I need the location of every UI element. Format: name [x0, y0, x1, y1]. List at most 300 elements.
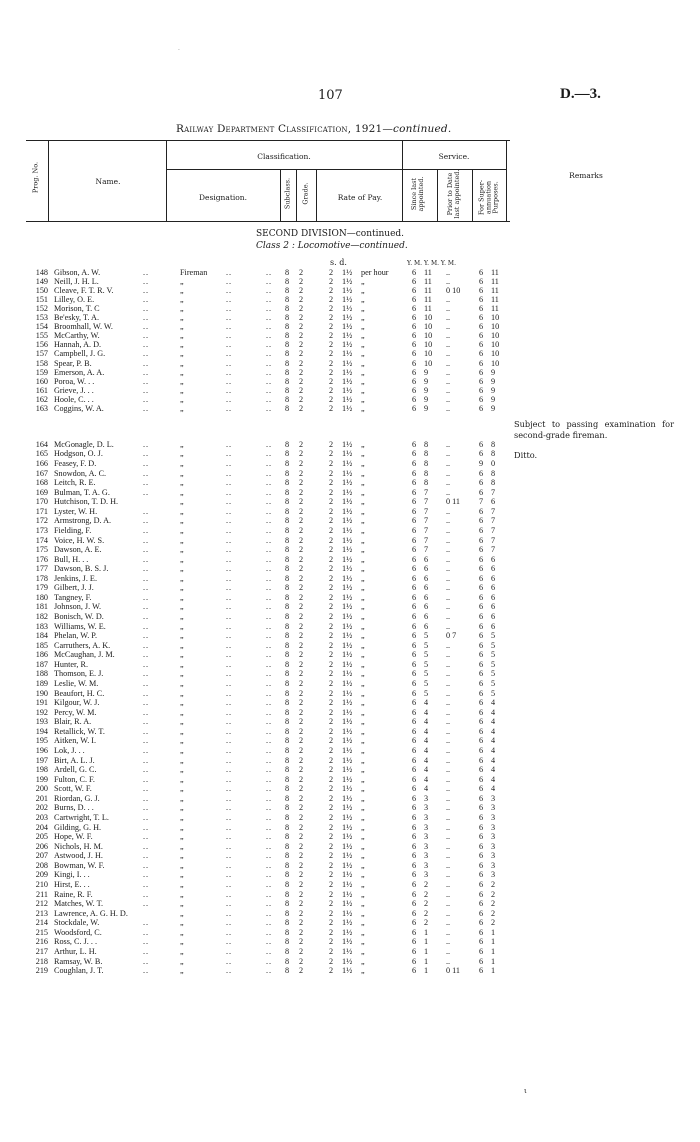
cell-fm: 5: [491, 631, 496, 641]
cell-no: 203: [35, 813, 48, 823]
cell-p: ..: [446, 322, 451, 332]
cell-fm: 4: [491, 774, 496, 784]
cell-p: ..: [446, 592, 451, 602]
cell-s: 2: [329, 394, 334, 404]
cell-fm: 3: [491, 860, 496, 870]
cell-s: 2: [329, 331, 334, 341]
cell-sub: 8: [285, 679, 290, 689]
cell-no: 209: [35, 870, 48, 880]
cell-p: ..: [446, 403, 451, 413]
cell-dots: ..: [143, 889, 150, 899]
cell-d: 1½: [342, 304, 353, 314]
cell-d: 1½: [342, 506, 353, 516]
cell-fy: 6: [479, 889, 484, 899]
leader-dots: ..: [226, 295, 233, 305]
cell-des: „: [180, 478, 184, 488]
cell-sy: 6: [412, 468, 417, 478]
cell-no: 171: [35, 506, 48, 516]
cell-des: „: [180, 927, 184, 937]
cell-dots: ..: [143, 268, 150, 277]
leader-dots: ..: [226, 746, 233, 756]
leader-dots: ..: [266, 726, 273, 736]
cell-no: 169: [35, 487, 48, 497]
cell-name: Spear, P. B.: [54, 358, 92, 368]
cell-name: Lok, J. . .: [54, 746, 85, 756]
cell-dots: ..: [143, 331, 150, 341]
cell-name: Feasey, F. D.: [54, 458, 97, 468]
table-row: [0, 440, 700, 450]
cell-des: „: [180, 659, 184, 669]
cell-s: 2: [329, 832, 334, 842]
cell-d: 1½: [342, 793, 353, 803]
cell-d: 1½: [342, 313, 353, 323]
cell-per: „: [361, 650, 365, 660]
cell-d: 1½: [342, 908, 353, 918]
leader-dots: ..: [226, 774, 233, 784]
cell-name: Leitch, R. E.: [54, 478, 96, 488]
cell-sm: 3: [424, 841, 429, 851]
cell-sy: 6: [412, 478, 417, 488]
cell-s: 2: [329, 899, 334, 909]
cell-per: „: [361, 937, 365, 947]
cell-p: ..: [446, 832, 451, 842]
cell-name: Bulman, T. A. G.: [54, 487, 110, 497]
cell-sm: 7: [424, 545, 429, 555]
cell-per: „: [361, 813, 365, 823]
cell-gr: 2: [299, 832, 304, 842]
cell-gr: 2: [299, 698, 304, 708]
cell-fy: 6: [479, 358, 484, 368]
leader-dots: ..: [266, 851, 273, 861]
leader-dots: ..: [226, 525, 233, 535]
cell-sub: 8: [285, 698, 290, 708]
cell-d: 1½: [342, 937, 353, 947]
cell-des: „: [180, 516, 184, 526]
cell-s: 2: [329, 765, 334, 775]
cell-name: Birt, A. L. J.: [54, 755, 95, 765]
leader-dots: ..: [266, 813, 273, 823]
cell-sm: 5: [424, 650, 429, 660]
cell-p: 0 10: [446, 286, 461, 296]
cell-d: 1½: [342, 669, 353, 679]
cell-sub: 8: [285, 385, 290, 395]
cell-fm: 11: [491, 268, 499, 277]
cell-sy: 6: [412, 583, 417, 593]
cell-s: 2: [329, 592, 334, 602]
cell-sm: 1: [424, 956, 429, 966]
cell-per: „: [361, 832, 365, 842]
cell-sm: 7: [424, 487, 429, 497]
cell-no: 195: [35, 736, 48, 746]
cell-name: Lilley, O. E.: [54, 295, 95, 305]
cell-sm: 4: [424, 736, 429, 746]
cell-des: „: [180, 376, 184, 386]
table-row: [0, 583, 700, 593]
cell-sm: 9: [424, 394, 429, 404]
cell-no: 205: [35, 832, 48, 842]
cell-name: Hunter, R.: [54, 659, 89, 669]
cell-fy: 6: [479, 793, 484, 803]
cell-sy: 6: [412, 376, 417, 386]
cell-s: 2: [329, 774, 334, 784]
specks: ·: [178, 47, 180, 54]
cell-fm: 2: [491, 889, 496, 899]
cell-dots: ..: [143, 277, 150, 287]
leader-dots: ..: [226, 918, 233, 928]
cell-p: ..: [446, 650, 451, 660]
cell-name: Bonisch, W. D.: [54, 612, 104, 622]
cell-sub: 8: [285, 736, 290, 746]
cell-d: 1½: [342, 966, 353, 976]
cell-sm: 3: [424, 822, 429, 832]
cell-d: 1½: [342, 736, 353, 746]
cell-no: 158: [35, 358, 48, 368]
cell-sy: 6: [412, 621, 417, 631]
cell-des: „: [180, 525, 184, 535]
cell-dots: ..: [143, 726, 150, 736]
cell-sy: 6: [412, 726, 417, 736]
cell-gr: 2: [299, 286, 304, 296]
cell-fy: 6: [479, 947, 484, 956]
cell-gr: 2: [299, 612, 304, 622]
leader-dots: ..: [266, 322, 273, 332]
cell-sy: 6: [412, 525, 417, 535]
cell-dots: ..: [143, 650, 150, 660]
cell-des: „: [180, 313, 184, 323]
cell-no: 219: [35, 966, 48, 976]
cell-dots: ..: [143, 813, 150, 823]
cell-sy: 6: [412, 358, 417, 368]
cell-p: ..: [446, 340, 451, 350]
cell-p: ..: [446, 468, 451, 478]
cell-d: 1½: [342, 880, 353, 890]
cell-s: 2: [329, 726, 334, 736]
cell-fm: 6: [491, 564, 496, 574]
rule-v7: [437, 169, 438, 221]
cell-sub: 8: [285, 947, 290, 956]
cell-des: „: [180, 669, 184, 679]
cell-p: ..: [446, 394, 451, 404]
cell-fy: 7: [479, 497, 484, 507]
cell-no: 160: [35, 376, 48, 386]
rule-v5: [316, 169, 317, 221]
table-row: [0, 449, 700, 459]
cell-sub: 8: [285, 937, 290, 947]
leader-dots: ..: [226, 669, 233, 679]
cell-name: Grieve, J. . .: [54, 385, 94, 395]
cell-sy: 6: [412, 927, 417, 937]
cell-des: „: [180, 841, 184, 851]
cell-name: McGonagle, D. L.: [54, 439, 114, 449]
cell-fy: 6: [479, 726, 484, 736]
cell-dots: ..: [143, 612, 150, 622]
cell-s: 2: [329, 367, 334, 377]
cell-fm: 7: [491, 487, 496, 497]
cell-s: 2: [329, 277, 334, 287]
cell-des: „: [180, 947, 184, 956]
cell-sy: 6: [412, 765, 417, 775]
cell-s: 2: [329, 822, 334, 832]
cell-sub: 8: [285, 688, 290, 698]
cell-p: ..: [446, 937, 451, 947]
cell-sub: 8: [285, 612, 290, 622]
cell-d: 1½: [342, 385, 353, 395]
cell-per: „: [361, 583, 365, 593]
cell-des: „: [180, 832, 184, 842]
cell-d: 1½: [342, 592, 353, 602]
cell-sy: 6: [412, 966, 417, 976]
cell-d: 1½: [342, 349, 353, 359]
cell-name: Ardell, G. C.: [54, 765, 97, 775]
cell-fm: 9: [491, 394, 496, 404]
rule-v9: [506, 140, 507, 221]
cell-sub: 8: [285, 349, 290, 359]
leader-dots: ..: [266, 376, 273, 386]
cell-s: 2: [329, 554, 334, 564]
leader-dots: ..: [226, 583, 233, 593]
cell-fy: 6: [479, 506, 484, 516]
cell-sy: 6: [412, 602, 417, 612]
cell-sm: 4: [424, 717, 429, 727]
leader-dots: ..: [266, 870, 273, 880]
cell-sub: 8: [285, 774, 290, 784]
cell-sub: 8: [285, 322, 290, 332]
cell-no: 173: [35, 525, 48, 535]
cell-fy: 6: [479, 851, 484, 861]
cell-sy: 6: [412, 669, 417, 679]
leader-dots: ..: [226, 331, 233, 341]
cell-sm: 2: [424, 918, 429, 928]
cell-sy: 6: [412, 349, 417, 359]
table-row: [0, 469, 700, 479]
cell-fy: 6: [479, 755, 484, 765]
cell-fm: 6: [491, 583, 496, 593]
cell-sm: 10: [424, 322, 433, 332]
cell-fm: 1: [491, 966, 496, 976]
cell-per: „: [361, 755, 365, 765]
cell-sub: 8: [285, 583, 290, 593]
cell-p: ..: [446, 889, 451, 899]
cell-sy: 6: [412, 870, 417, 880]
cell-s: 2: [329, 947, 334, 956]
cell-s: 2: [329, 803, 334, 813]
cell-fy: 6: [479, 640, 484, 650]
cell-fy: 6: [479, 487, 484, 497]
cell-d: 1½: [342, 822, 353, 832]
cell-dots: ..: [143, 525, 150, 535]
cell-sm: 11: [424, 295, 432, 305]
cell-gr: 2: [299, 688, 304, 698]
cell-name: Snowdon, A. C.: [54, 468, 107, 478]
cell-fy: 6: [479, 525, 484, 535]
leader-dots: ..: [266, 966, 273, 976]
cell-sy: 6: [412, 592, 417, 602]
cell-gr: 2: [299, 322, 304, 332]
cell-s: 2: [329, 573, 334, 583]
cell-sy: 6: [412, 394, 417, 404]
cell-gr: 2: [299, 908, 304, 918]
cell-d: 1½: [342, 813, 353, 823]
cell-s: 2: [329, 669, 334, 679]
cell-s: 2: [329, 295, 334, 305]
cell-p: ..: [446, 822, 451, 832]
leader-dots: ..: [266, 880, 273, 890]
cell-fm: 10: [491, 313, 500, 323]
cell-dots: ..: [143, 870, 150, 880]
cell-sy: 6: [412, 277, 417, 287]
cell-p: ..: [446, 793, 451, 803]
cell-fm: 4: [491, 717, 496, 727]
leader-dots: ..: [266, 650, 273, 660]
cell-per: „: [361, 367, 365, 377]
cell-sy: 6: [412, 813, 417, 823]
cell-sy: 6: [412, 746, 417, 756]
cell-sy: 6: [412, 367, 417, 377]
cell-sub: 8: [285, 966, 290, 976]
cell-des: „: [180, 487, 184, 497]
cell-d: 1½: [342, 535, 353, 545]
cell-sm: 3: [424, 803, 429, 813]
cell-name: Ross, C. J. . .: [54, 937, 97, 947]
cell-d: 1½: [342, 899, 353, 909]
cell-dots: ..: [143, 487, 150, 497]
leader-dots: ..: [266, 349, 273, 359]
cell-sub: 8: [285, 535, 290, 545]
cell-gr: 2: [299, 394, 304, 404]
cell-p: ..: [446, 573, 451, 583]
table-row: [0, 526, 700, 536]
leader-dots: ..: [266, 583, 273, 593]
cell-sub: 8: [285, 717, 290, 727]
cell-fy: 6: [479, 573, 484, 583]
cell-sub: 8: [285, 956, 290, 966]
leader-dots: ..: [226, 545, 233, 555]
leader-dots: ..: [226, 367, 233, 377]
cell-sy: 6: [412, 640, 417, 650]
cell-name: Riordan, G. J.: [54, 793, 100, 803]
cell-gr: 2: [299, 385, 304, 395]
cell-per: „: [361, 331, 365, 341]
cell-sub: 8: [285, 458, 290, 468]
leader-dots: ..: [266, 497, 273, 507]
cell-sy: 6: [412, 268, 417, 277]
cell-dots: ..: [143, 286, 150, 296]
leader-dots: ..: [266, 506, 273, 516]
cell-gr: 2: [299, 564, 304, 574]
cell-des: „: [180, 726, 184, 736]
cell-name: Hannah, A. D.: [54, 340, 102, 350]
cell-des: „: [180, 621, 184, 631]
cell-sy: 6: [412, 688, 417, 698]
cell-des: „: [180, 640, 184, 650]
cell-fm: 9: [491, 385, 496, 395]
leader-dots: ..: [266, 918, 273, 928]
cell-fy: 6: [479, 659, 484, 669]
cell-name: Gilbert, J. J.: [54, 583, 94, 593]
cell-fy: 6: [479, 268, 484, 277]
header-grade: Grade.: [301, 182, 310, 205]
leader-dots: ..: [266, 478, 273, 488]
cell-s: 2: [329, 918, 334, 928]
cell-dots: ..: [143, 621, 150, 631]
cell-des: „: [180, 755, 184, 765]
cell-name: Arthur, L. H.: [54, 947, 97, 956]
cell-fm: 3: [491, 841, 496, 851]
cell-p: ..: [446, 313, 451, 323]
cell-fm: 4: [491, 726, 496, 736]
leader-dots: ..: [226, 841, 233, 851]
cell-per: „: [361, 659, 365, 669]
cell-des: „: [180, 277, 184, 287]
leader-dots: ..: [226, 832, 233, 842]
leader-dots: ..: [226, 755, 233, 765]
cell-sub: 8: [285, 478, 290, 488]
cell-dots: ..: [143, 439, 150, 449]
cell-name: McCarthy, W.: [54, 331, 100, 341]
cell-s: 2: [329, 880, 334, 890]
cell-name: Astwood, J. H.: [54, 851, 103, 861]
header-top-rule: [26, 140, 510, 141]
cell-des: „: [180, 688, 184, 698]
cell-per: „: [361, 851, 365, 861]
cell-sm: 10: [424, 331, 433, 341]
leader-dots: ..: [226, 468, 233, 478]
cell-d: 1½: [342, 755, 353, 765]
cell-dots: ..: [143, 583, 150, 593]
leader-dots: ..: [266, 564, 273, 574]
cell-sub: 8: [285, 793, 290, 803]
cell-s: 2: [329, 870, 334, 880]
cell-gr: 2: [299, 860, 304, 870]
cell-sy: 6: [412, 679, 417, 689]
cell-per: „: [361, 698, 365, 708]
cell-gr: 2: [299, 403, 304, 413]
cell-d: 1½: [342, 286, 353, 296]
cell-des: „: [180, 793, 184, 803]
leader-dots: ..: [226, 726, 233, 736]
cell-d: 1½: [342, 832, 353, 842]
cell-name: Jenkins, J. E.: [54, 573, 97, 583]
cell-fy: 6: [479, 535, 484, 545]
table-row: [0, 756, 700, 766]
leader-dots: ..: [226, 349, 233, 359]
cell-p: ..: [446, 841, 451, 851]
cell-sm: 3: [424, 851, 429, 861]
cell-fm: 5: [491, 640, 496, 650]
cell-name: Gilding, G. H.: [54, 822, 102, 832]
cell-fm: 6: [491, 573, 496, 583]
leader-dots: ..: [226, 487, 233, 497]
cell-no: 175: [35, 545, 48, 555]
cell-sy: 6: [412, 295, 417, 305]
cell-fy: 6: [479, 304, 484, 314]
cell-d: 1½: [342, 403, 353, 413]
cell-fy: 6: [479, 583, 484, 593]
cell-gr: 2: [299, 966, 304, 976]
leader-dots: ..: [226, 313, 233, 323]
cell-gr: 2: [299, 340, 304, 350]
cell-sm: 6: [424, 621, 429, 631]
cell-no: 155: [35, 331, 48, 341]
cell-sub: 8: [285, 726, 290, 736]
cell-p: ..: [446, 698, 451, 708]
cell-s: 2: [329, 304, 334, 314]
cell-sm: 6: [424, 583, 429, 593]
cell-sub: 8: [285, 268, 290, 277]
cell-dots: ..: [143, 385, 150, 395]
cell-fm: 9: [491, 376, 496, 386]
leader-dots: ..: [266, 286, 273, 296]
